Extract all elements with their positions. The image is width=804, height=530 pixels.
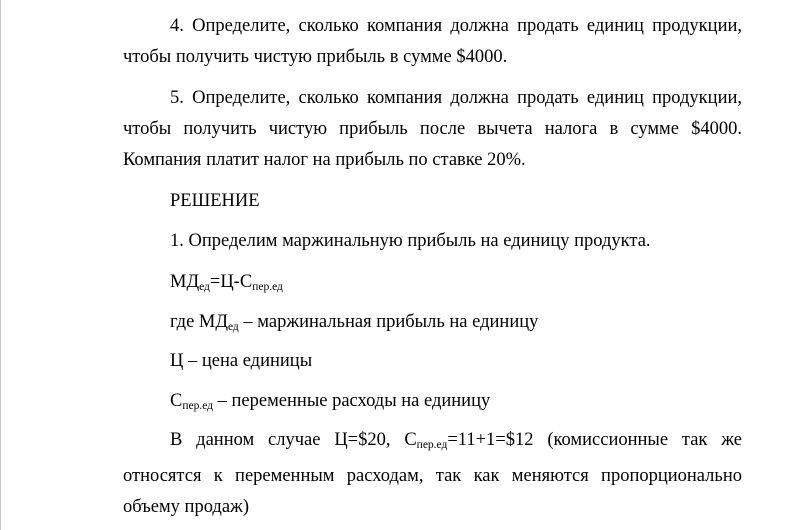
definition-price: Ц – цена единицы xyxy=(170,351,313,371)
case-line-1-b: =11+1=$12 (комиссионные так же xyxy=(447,430,742,450)
definition-variable-costs xyxy=(170,386,490,422)
definition-md-prefix: где МД xyxy=(170,312,228,332)
question-5-line-1: 5. Определите, сколько компания должна продать единиц продукции, xyxy=(170,88,742,108)
definition-md-text: – маржинальная прибыль на единицу xyxy=(238,312,539,332)
formula-rhs-sub: пер.ед xyxy=(252,281,283,293)
case-line-3: объему продаж) xyxy=(123,497,249,517)
formula-lhs-sub: ед xyxy=(199,281,210,293)
formula-lhs: МД xyxy=(170,272,200,292)
definition-variable-sub: пер.ед xyxy=(182,400,214,412)
case-line-1-sub: пер.ед xyxy=(416,439,448,451)
case-paragraph xyxy=(123,425,742,523)
definition-md xyxy=(170,307,538,343)
question-5-line-3: Компания платит налог на прибыль по ставке 20%. xyxy=(123,150,526,170)
question-4-line-2: чтобы получить чистую прибыль в сумме $4000. xyxy=(123,47,508,67)
case-line-1 xyxy=(123,425,742,461)
formula-middle: =Ц-С xyxy=(209,272,253,292)
solution-heading: РЕШЕНИЕ xyxy=(170,191,260,211)
definition-variable-symbol: С xyxy=(170,391,183,411)
step-1: 1. Определим маржинальную прибыль на единицу продукта. xyxy=(170,231,651,251)
question-4 xyxy=(123,11,742,73)
definition-md-sub: ед xyxy=(227,321,239,333)
question-5-line-2: чтобы получить чистую прибыль после вычета налога в сумме $4000. xyxy=(123,119,742,139)
question-4-line-1: 4. Определите, сколько компания должна продать единиц продукции, xyxy=(170,16,742,36)
definition-variable-text: – переменные расходы на единицу xyxy=(213,391,491,411)
case-line-2: относятся к переменным расходам, так как меняются пропорционально xyxy=(123,466,742,486)
formula xyxy=(170,267,283,303)
case-line-1-a: В данном случае Ц=$20, С xyxy=(170,430,417,450)
question-5 xyxy=(123,83,742,176)
